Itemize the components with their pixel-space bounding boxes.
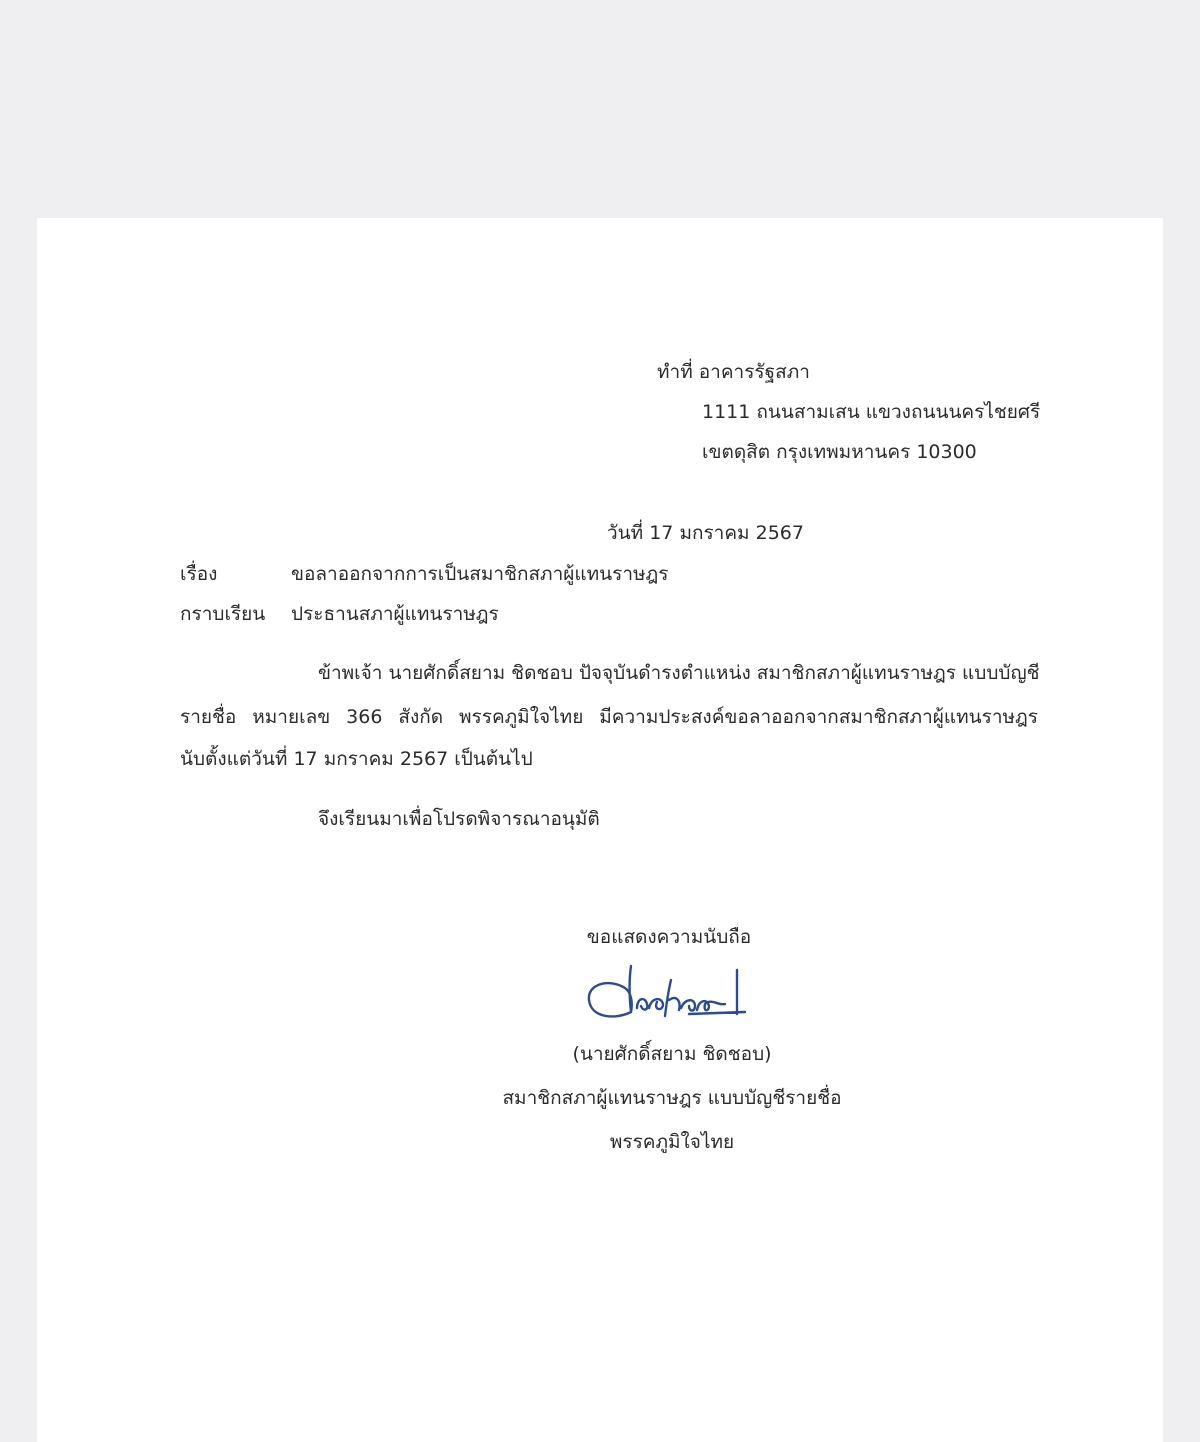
closing-request: จึงเรียนมาเพื่อโปรดพิจารณาอนุมัติ [318,808,600,830]
body-line: นับตั้งแต่วันที่ 17 มกราคม 2567 เป็นต้นไป [180,748,533,770]
subject-value: ขอลาออกจากการเป็นสมาชิกสภาผู้แทนราษฎร [291,563,669,585]
address-line-1 [657,359,810,385]
handwritten-signature [585,960,755,1022]
recipient-value: ประธานสภาผู้แทนราษฎร [291,603,499,625]
address-building: อาคารรัฐสภา [698,361,810,383]
signatory-position: สมาชิกสภาผู้แทนราษฎร แบบบัญชีรายชื่อ [502,1087,842,1109]
letter-date: วันที่ 17 มกราคม 2567 [607,522,804,544]
signatory-name: (นายศักดิ์สยาม ชิดชอบ) [572,1043,772,1065]
recipient-label: กราบเรียน [180,603,266,625]
subject-label: เรื่อง [180,563,218,585]
address-line-2: 1111 ถนนสามเสน แขวงถนนนครไชยศรี [702,401,1041,423]
address-line-3: เขตดุสิต กรุงเทพมหานคร 10300 [702,441,977,463]
address-label: ทำที่ [657,361,693,383]
salutation: ขอแสดงความนับถือ [586,926,752,948]
signatory-party: พรรคภูมิใจไทย [609,1131,735,1153]
body-line: ข้าพเจ้า นายศักดิ์สยาม ชิดชอบ ปัจจุบันดำรงตำแหน่ง สมาชิกสภาผู้แทนราษฎร แบบบัญชี [318,662,1040,684]
body-line: รายชื่อ หมายเลข 366 สังกัด พรรคภูมิใจไทย มีความประสงค์ขอลาออกจากสมาชิกสภาผู้แทนราษฎร [180,706,1038,728]
